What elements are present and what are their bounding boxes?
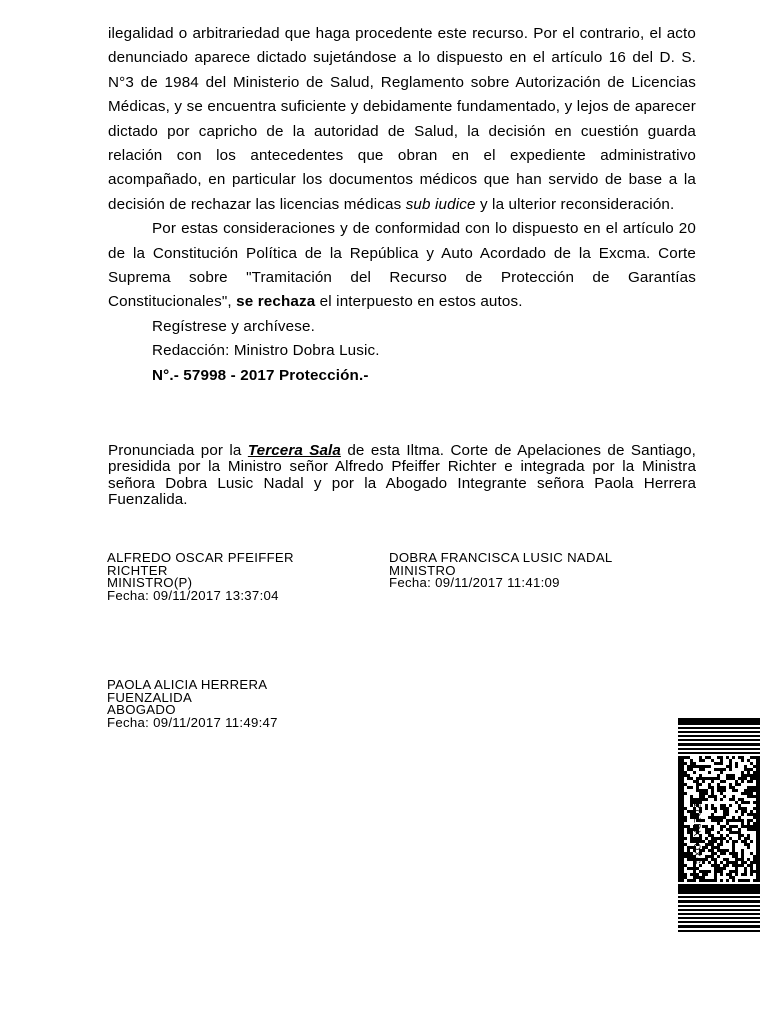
signer-name: DOBRA FRANCISCA LUSIC NADAL bbox=[389, 550, 613, 565]
sub-iudice-term: sub iudice bbox=[405, 195, 476, 213]
signer-role: MINISTRO bbox=[389, 562, 456, 578]
signer-name-cont: RICHTER bbox=[107, 562, 168, 578]
resolution-body bbox=[108, 22, 696, 388]
signer-role: ABOGADO bbox=[107, 702, 176, 717]
signature-date: Fecha: 09/11/2017 11:41:09 bbox=[389, 575, 560, 590]
case-number: N°.- 57998 - 2017 Protección.- bbox=[152, 366, 369, 384]
signature-block-herrera bbox=[107, 679, 278, 729]
paragraph-reasoning-text: ilegalidad o arbitrariedad que haga procedente este recurso. Por el contrario, el acto denunciado aparece dictado sujetándose a lo dispuesto en el artículo 16 del D. S. N°3 de 1984 del Ministerio de Salud, Reglamento sobre Autorización de Licencias Médicas, y se encuentra suficiente y debidamente fundamentado, y lejos de aparecer dictado por capricho de la autoridad de Salud, la decisión en cuestión guarda relación con los antecedentes que obran en el expediente administrativo acompañado, en particular los documentos médicos que han servido de base a la decisión de rechazar las licencias médicas bbox=[108, 25, 696, 213]
paragraph-reasoning-tail: y la ulterior reconsideración. bbox=[475, 195, 675, 213]
pronouncement-before: Pronunciada por la bbox=[108, 442, 248, 459]
registrese-line: Regístrese y archívese. bbox=[152, 317, 315, 335]
verification-code: BZQZDXXQXG bbox=[691, 797, 702, 865]
signature-date: Fecha: 09/11/2017 11:49:47 bbox=[107, 714, 278, 730]
paragraph-ruling-text: Por estas consideraciones y de conformidad con lo dispuesto en el artículo 20 de la Constitución Política de la República y Auto Acordado de la Excma. Corte Suprema sobre "Tramitación del Recurso de Protección de Garantías Constitucionales", bbox=[108, 220, 696, 311]
pronouncement-after: de esta Iltma. Corte de Apelaciones de Santiago, presidida por la Ministro señor Alfredo Pfeiffer Richter e integrada por la Ministra señora Dobra Lusic Nadal y por la Abogado Integrante señora Paola Herrera Fuenzalida. bbox=[108, 442, 696, 508]
court-chamber: Tercera Sala bbox=[247, 442, 341, 459]
signature-block-pfeiffer bbox=[107, 552, 294, 602]
signature-block-lusic bbox=[389, 552, 613, 590]
signer-name: PAOLA ALICIA HERRERA bbox=[107, 677, 268, 692]
signer-name-cont: FUENZALIDA bbox=[107, 689, 193, 705]
signer-name: ALFREDO OSCAR PFEIFFER bbox=[107, 550, 294, 565]
pdf417-barcode-icon bbox=[678, 718, 760, 934]
ruling-verdict: se rechaza bbox=[236, 293, 316, 311]
paragraph-ruling-tail: el interpuesto en estos autos. bbox=[315, 293, 523, 311]
redaccion-line: Redacción: Ministro Dobra Lusic. bbox=[152, 342, 380, 360]
paragraph-reasoning bbox=[108, 22, 696, 217]
signer-role: MINISTRO(P) bbox=[107, 575, 193, 590]
signature-date: Fecha: 09/11/2017 13:37:04 bbox=[107, 587, 279, 603]
paragraph-ruling bbox=[108, 217, 696, 315]
pronouncement-paragraph bbox=[108, 443, 696, 508]
